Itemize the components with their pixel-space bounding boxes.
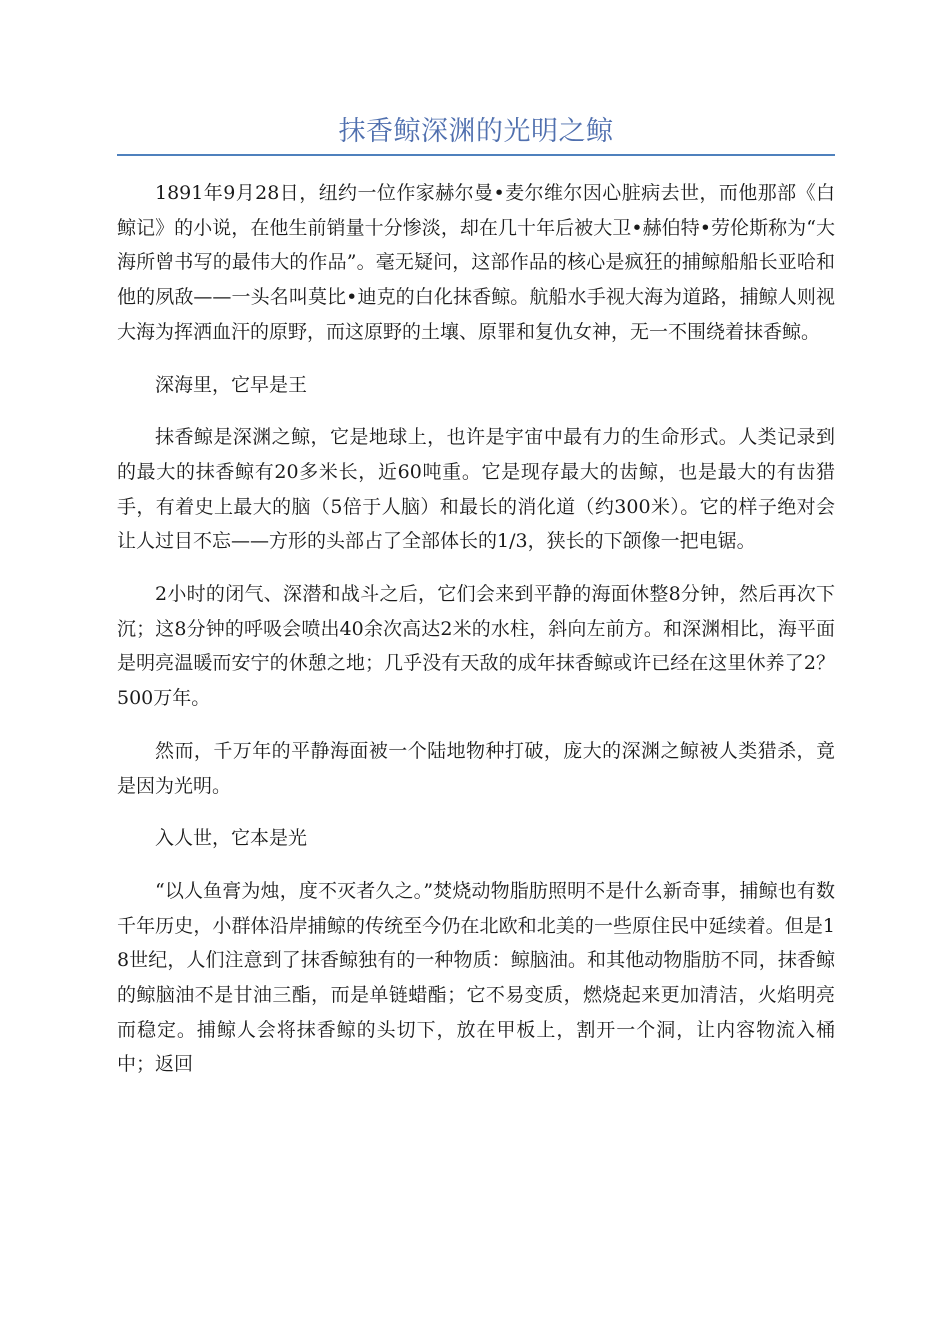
section-heading-deep-sea-king: 深海里，它早是王 — [155, 373, 308, 396]
paragraph-intro: 1891年9月28日，纽约一位作家赫尔曼•麦尔维尔因心脏病去世，而他那部《白鲸记》的小说，在他生前销量十分惨淡，却在几十年后被大卫•赫伯特•劳伦斯称为“大海所曾书写的最伟大的作品”。毫无疑问，这部作品的核心是疯狂的捕鲸船船长亚哈和他的夙敌——一头名叫莫比•迪克的白化抹香鲸。航船水手视大海为道路，捕鲸人则视大海为挥洒血汗的原野，而这原野的土壤、原罪和复仇女神，无一不围绕着抹香鲸。 — [117, 182, 835, 343]
paragraph-spermaceti: “以人鱼膏为烛，度不灭者久之。”焚烧动物脂肪照明不是什么新奇事，捕鲸也有数千年历史，小群体沿岸捕鲸的传统至今仍在北欧和北美的一些原住民中延续着。但是18世纪，人们注意到了抹香鲸独有的一种物质：鲸脑油。和其他动物脂肪不同，抹香鲸的鲸脑油不是甘油三酯，而是单链蜡酯；它不易变质，燃烧起来更加清洁，火焰明亮而稳定。捕鲸人会将抹香鲸的头切下，放在甲板上，割开一个洞，让内容物流入桶中；返回 — [117, 879, 835, 1076]
document-title: 抹香鲸深渊的光明之鲸 — [338, 116, 614, 147]
paragraph-surface-rest: 2小时的闭气、深潜和战斗之后，它们会来到平静的海面休整8分钟，然后再次下沉；这8分钟的呼吸会喷出40余次高达2米的水柱，斜向左前方。和深渊相比，海平面是明亮温暖而安宁的休憩之地；几乎没有天敌的成年抹香鲸或许已经在这里休养了2？500万年。 — [117, 583, 835, 710]
paragraph-hunted-for-light: 然而，千万年的平静海面被一个陆地物种打破，庞大的深渊之鲸被人类猎杀，竟是因为光明。 — [117, 739, 835, 797]
paragraph-abyss-whale: 抹香鲸是深渊之鲸，它是地球上，也许是宇宙中最有力的生命形式。人类记录到的最大的抹香鲸有20多米长，近60吨重。它是现存最大的齿鲸，也是最大的有齿猎手，有着史上最大的脑（5倍于人脑）和最长的消化道（约300米）。它的样子绝对会让人过目不忘——方形的头部占了全部体长的1/3，狭长的下颌像一把电锯。 — [117, 426, 835, 553]
document-body — [117, 176, 835, 1082]
title-underline — [117, 154, 835, 156]
section-heading-it-was-light: 入人世，它本是光 — [155, 827, 308, 850]
